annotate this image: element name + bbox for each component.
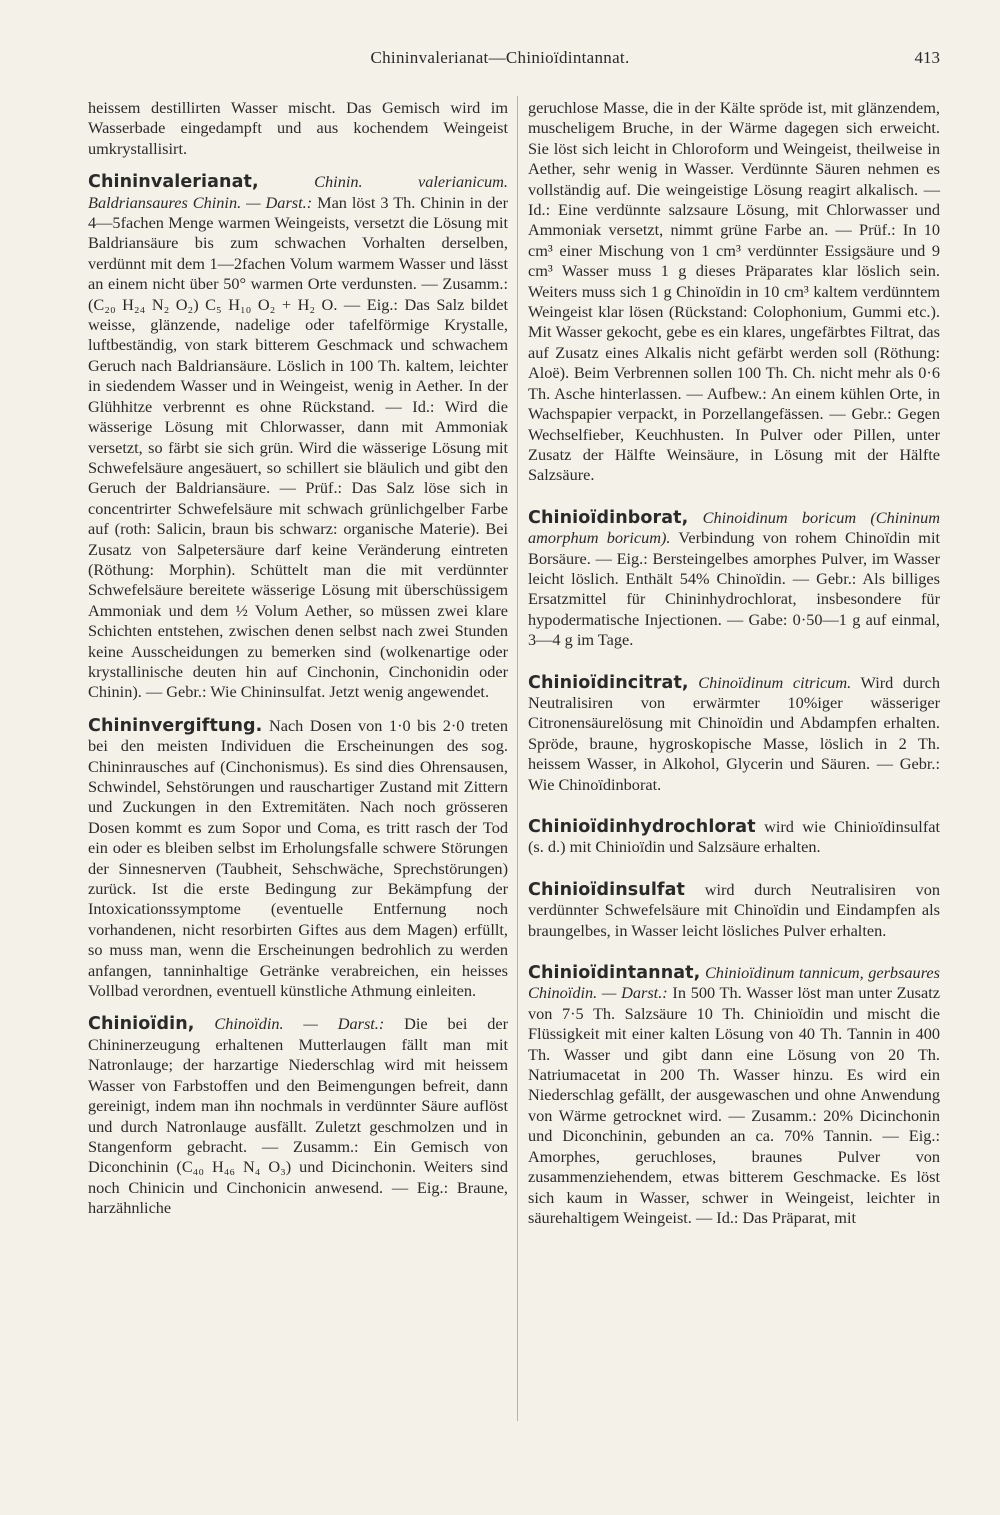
entry-text: geruchlose Masse, die in der Kälte spröde ist, mit glänzendem, muscheligem Bruche, in der Wärme dagegen sich erweicht. Sie löst sich leicht in Chloroform und Weingeist, theilweise in Aether, sehr wenig in Wasser. Verdünnte Säuren nehmen es vollständig auf. Die weingeistige Lösung reagirt alkalisch. — Id.: Eine verdünnte salzsaure Lösung, mit Chlorwasser und Ammoniak versetzt, nimmt grüne Farbe an. — Prüf.: In 10 cm³ einer Mischung von 1 cm³ verdünnter Essigsäure und 9 cm³ Wasser muss 1 g dieses Präparates klar löslich sein. Weiters muss sich 1 g Chinoïdin in 10 cm³ kaltem verdünntem Weingeist klar lösen (Rückstand: Colophonium, Gummi etc.). Mit Wasser gekocht, gebe es ein klares, ungefärbtes Filtrat, das auf Zusatz eines Alkalis nicht gefärbt werden soll (Röthung: Aloë). Beim Verbrennen sollen 100 Th. Ch. nicht mehr als 0·6 Th. Asche hinterlassen. — Aufbew.: An einem kühlen Orte, in Wachspapier verpackt, in Porzellangefässen. — Gebr.: Gegen Wechselfieber, Keuchhusten. In Pulver oder Pillen, unter Zusatz der Hälfte Weinsäure, in Lösung mit der Hälfte Salzsäure.: [528, 98, 940, 485]
entry-synonym: Chinoïdin. — Darst.:: [214, 1014, 385, 1034]
entry-heading: Chinioïdinborat,: [528, 507, 689, 528]
entry-text: Die bei der Chininerzeugung erhaltenen Mutterlaugen fällt man mit Natronlauge; der harzartige Niederschlag wird mit heissem Wasser von Farbstoffen und den Beimengungen befreit, dann gereinigt, indem man ihn nochmals in verdünnter Säure auflöst und durch Natronlauge ausfällt. Zuletzt geschmolzen und in Stangenform gebracht. — Zusamm.: Ein Gemisch von Diconchinin (C₄₀ H₄₆ N₄ O₃) und Dicinchonin. Weiters sind noch Chinicin und Cinchonicin anwesend. — Eig.: Braune, harzähnliche: [88, 1014, 508, 1218]
entry-chinioidin: [88, 1014, 508, 1218]
entry-continuation: [88, 98, 508, 159]
entry-text: Nach Dosen von 1·0 bis 2·0 treten bei den meisten Individuen die Erscheinungen des sog. Chininrausches auf (Cinchonismus). Es sind dies Ohrensausen, Schwindel, Sehstörungen und rauschartiger Zustand mit Zittern und Zuckungen in den Extremitäten. Nach noch grösseren Dosen kommt es zum Sopor und Coma, es tritt rasch der Tod ein oder es bleiben selbst im Erholungsfalle schwere Störungen der Sinnesnerven (Taubheit, Sehschwäche, Sprechstörungen) zurück. Ist die erste Bedingung zur Bekämpfung der Intoxicationssymptome (eventuelle Entfernung noch vorhandenen, nicht resorbirten Giftes aus dem Magen) erfüllt, so muss man, wenn die Erscheinungen bedrohlich zu werden anfangen, tanninhaltige Getränke verabreichen, ein heisses Vollbad verordnen, eventuell künstliche Athmung einleiten.: [88, 715, 509, 1001]
entry-text: wird durch Neutralisiren von verdünnter Schwefelsäure mit Chinoïdin und Eindampfen als braungelbes, in Wasser leicht lösliches Pulver erhalten.: [528, 879, 940, 940]
entry-chinioidintannat: [528, 963, 940, 1228]
entry-heading: Chinioïdinsulfat: [528, 879, 686, 900]
left-column: [88, 98, 508, 1219]
page-header: [0, 44, 1000, 74]
entry-heading: Chinioïdin,: [88, 1014, 195, 1035]
entry-text: Verbindung von rohem Chinoïdin mit Borsäure. — Eig.: Bersteingelbes amorphes Pulver, im Wasser leicht löslich. Enthält 54% Chinoïdin. — Gebr.: Als billiges Ersatzmittel für Chininhydrochlorat, insbesondere für hypodermatische Injectionen. — Gabe: 0·50—1 g auf einmal, 3—4 g im Tage.: [528, 528, 941, 650]
entry-heading: Chinioïdincitrat,: [528, 672, 689, 693]
entry-chininvergiftung: [88, 716, 508, 1002]
entry-synonym: Chinin. valerianicum. Baldriansaures Chinin. — Darst.:: [88, 172, 508, 212]
entry-chininvalerianat: [88, 172, 508, 703]
page-number: 413: [914, 48, 940, 67]
entry-chinioidinborat: [528, 508, 940, 651]
entry-text: Man löst 3 Th. Chinin in der 4—5fachen Menge warmen Weingeists, versetzt die Lösung mit Baldriansäure bis zum schwachen Vorhalten derselben, verdünnt mit dem 1—2fachen Volum warmem Wasser und lässt an einem nicht über 50° warmen Orte verdunsten. — Zusamm.: (C₂₀ H₂₄ N₂ O₂) C₅ H₁₀ O₂ + H₂ O. — Eig.: Das Salz bildet weisse, glänzende, nadelige oder tafelförmige Krystalle, luftbeständig, von stark bitterem Geschmack und schwachem Geruch nach Baldriansäure. Löslich in 100 Th. kaltem, leichter in siedendem Wasser und in Weingeist, wenig in Aether. In der Glühhitze verbrennt es ohne Rückstand. — Id.: Wird die wässerige Lösung mit Chlorwasser, dann mit Ammoniak versetzt, so färbt sie sich grün. Wird die wässerige Lösung mit Schwefelsäure angesäuert, so schillert sie bläulich und gibt den Geruch der Baldriansäure. — Prüf.: Das Salz löse sich in concentrirter Schwefelsäure mit schwach grünlichgelber Farbe auf (roth: Salicin, braun bis schwarz: organische Materie). Bei Zusatz von Salpetersäure darf keine Veränderung eintreten (Röthung: Morphin). Schüttelt man die mit verdünnter Schwefelsäure bereitete wässerige Lösung mit überschüssigem Ammoniak und dem ½ Volum Aether, so müssen zwei klare Schichten entstehen, zwischen denen selbst nach zwei Stunden keine Ausscheidungen zu bemerken sind (wolkenartige oder krystallinische deuten hin auf Cinchonin, Cinchonidin oder Chinin). — Gebr.: Wie Chininsulfat. Jetzt wenig angewendet.: [88, 192, 508, 702]
entry-synonym: Chinioïdinum tannicum, gerbsaures Chinoïdin. — Darst.:: [528, 963, 940, 1003]
entry-synonym: Chinoïdinum citricum.: [698, 672, 852, 692]
entry-heading: Chinioïdintannat,: [528, 963, 701, 984]
entry-chinioidinhydrochlorat: [528, 817, 940, 858]
entry-text: Wird durch Neutralisiren von erwärmter 10%iger wässeriger Citronensäurelösung mit Chinoïdin und Abdampfen erhalten. Spröde, braune, hygroskopische Masse, löslich in 2 Th. heissem Wasser, in Alkohol, Glycerin und Säuren. — Gebr.: Wie Chinoïdinborat.: [528, 672, 940, 794]
entry-text: In 500 Th. Wasser löst man unter Zusatz von 7·5 Th. Salzsäure 10 Th. Chinioïdin und mischt die Flüssigkeit mit einer kalten Lösung von 40 Th. Tannin in 400 Th. Wasser und gibt dann eine Lösung von 20 Th. Natriumacetat in 200 Th. Wasser hinzu. Es wird ein Niederschlag gefällt, der ausgewaschen und ohne Anwendung von Wärme getrocknet wird. — Zusamm.: 20% Dicinchonin und Diconchinin, gebunden an ca. 70% Tannin. — Eig.: Amorphes, geruchloses, braunes Pulver von zusammenziehendem, etwas bitterem Geschmacke. Es löst sich kaum in Wasser, schwer in Weingeist, leichter in säurehaltigem Weingeist. — Id.: Das Präparat, mit: [528, 983, 940, 1227]
entry-heading: Chininvergiftung.: [88, 715, 263, 736]
running-head: Chininvalerianat—Chinioïdintannat.: [370, 48, 630, 67]
entry-continuation: [528, 98, 940, 486]
entry-chinioidincitrat: [528, 673, 940, 795]
entry-chinioidinsulfat: [528, 880, 940, 941]
entry-heading: Chinioïdinhydrochlorat: [528, 817, 756, 837]
right-column: [528, 98, 940, 1228]
entry-text: wird wie Chinioïdinsulfat (s. d.) mit Chinioïdin und Salzsäure erhalten.: [528, 817, 940, 857]
entry-heading: Chininvalerianat,: [88, 172, 259, 193]
column-divider: [517, 96, 518, 1421]
entry-synonym: Chinoidinum boricum (Chininum amorphum boricum).: [528, 507, 940, 548]
entry-text: heissem destillirten Wasser mischt. Das Gemisch wird im Wasserbade eingedampft und aus kochendem Weingeist umkrystallisirt.: [88, 98, 508, 158]
